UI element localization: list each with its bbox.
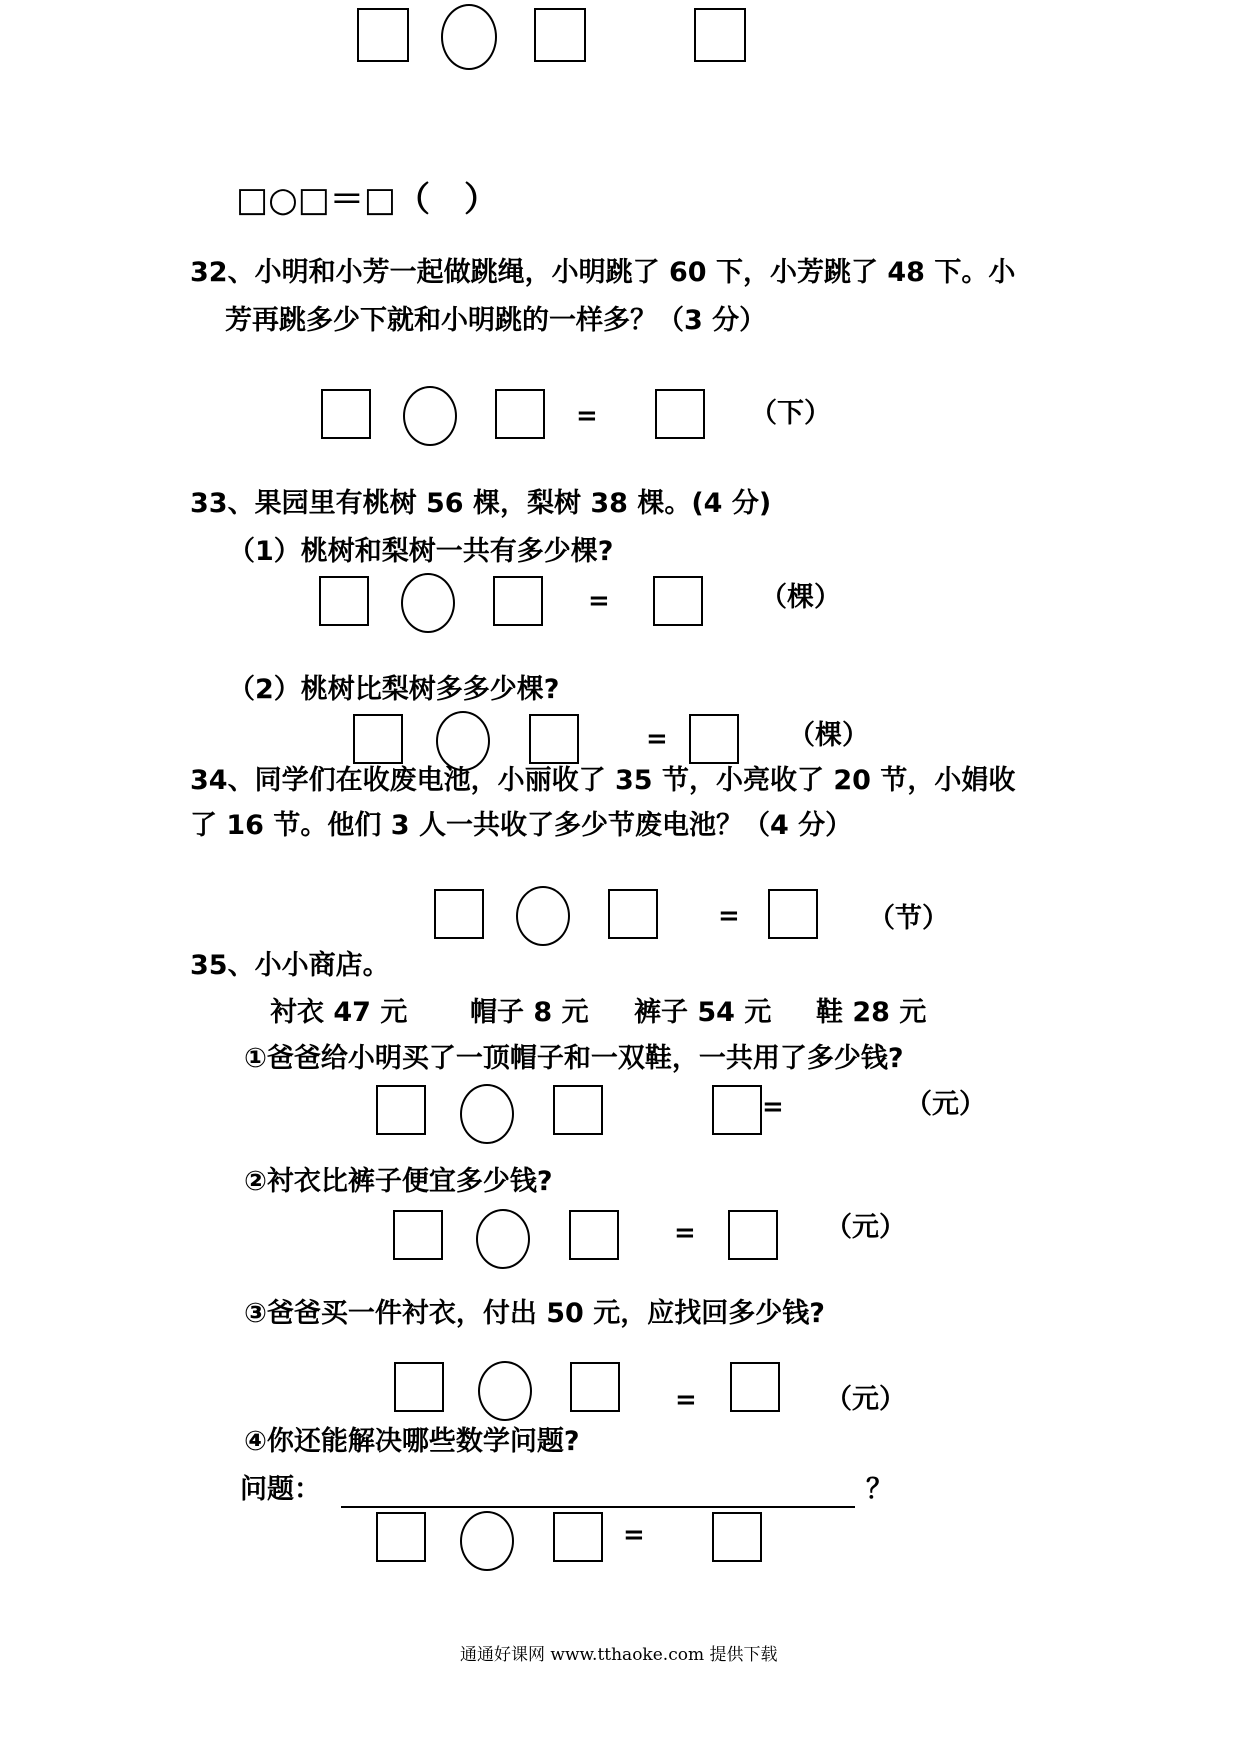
q35-sub2-text: ②衬衣比裤子便宜多少钱? [244,1166,553,1197]
q35-sub3-unit: （元） [825,1384,906,1415]
q34-unit: （节） [868,903,949,934]
q33-part2-operator-circle[interactable] [436,711,490,771]
formula-label: □○□＝□（ ） [236,180,499,220]
q35-item-shirt: 衬衣 47 元 [270,997,408,1028]
q35-item-hat: 帽子 8 元 [470,997,589,1028]
q35-sub1-result-box[interactable] [712,1085,762,1135]
q32-operator-circle[interactable] [403,386,457,446]
q35-sub4-box-2[interactable] [553,1512,603,1562]
q34-box-1[interactable] [434,889,484,939]
answer-box[interactable] [694,8,746,62]
q33-part1-operator-circle[interactable] [401,573,455,633]
q35-sub1-box-1[interactable] [376,1085,426,1135]
q33-part2-box-2[interactable] [529,714,579,764]
q35-sub3-text: ③爸爸买一件衬衣，付出 50 元，应找回多少钱? [244,1298,825,1329]
q34-result-box[interactable] [768,889,818,939]
q35-sub3-equals: = [675,1385,697,1415]
q33-part2-box-1[interactable] [353,714,403,764]
q32-text-line2: 芳再跳多少下就和小明跳的一样多？（3 分） [225,305,767,336]
q35-sub1-unit: （元） [905,1089,986,1120]
q33-part1-unit: （棵） [760,582,841,613]
operator-circle[interactable] [441,4,497,70]
q35-sub3-result-box[interactable] [730,1362,780,1412]
q33-text-line1: 33、果园里有桃树 56 棵，梨树 38 棵。(4 分) [190,488,772,519]
q33-part1-box-1[interactable] [319,576,369,626]
q35-sub4-text: ④你还能解决哪些数学问题? [244,1426,580,1457]
q32-unit: （下） [750,398,831,429]
q33-part2-result-box[interactable] [689,714,739,764]
q35-item-pants: 裤子 54 元 [634,997,772,1028]
q35-sub1-box-2[interactable] [553,1085,603,1135]
q32-result-box[interactable] [655,389,705,439]
q35-sub3-operator-circle[interactable] [478,1361,532,1421]
q35-sub1-text: ①爸爸给小明买了一顶帽子和一双鞋，一共用了多少钱? [244,1043,904,1074]
q33-part1-box-2[interactable] [493,576,543,626]
q33-part1-text: （1）桃树和梨树一共有多少棵? [228,536,614,567]
q35-sub2-equals: = [674,1218,696,1248]
answer-box[interactable] [534,8,586,62]
q34-operator-circle[interactable] [516,886,570,946]
question-mark: ？ [866,1474,893,1505]
q34-box-2[interactable] [608,889,658,939]
q35-sub3-box-1[interactable] [394,1362,444,1412]
q35-title: 35、小小商店。 [190,950,390,981]
q35-sub2-unit: （元） [825,1212,906,1243]
q35-sub1-operator-circle[interactable] [460,1084,514,1144]
question-label: 问题： [240,1474,321,1505]
q32-box-1[interactable] [321,389,371,439]
q35-sub4-equals: = [623,1520,645,1550]
q34-text-line2: 了 16 节。他们 3 人一共收了多少节废电池？（4 分） [190,810,853,841]
q35-sub2-result-box[interactable] [728,1210,778,1260]
q35-sub2-operator-circle[interactable] [476,1209,530,1269]
q35-sub2-box-2[interactable] [569,1210,619,1260]
q33-part2-equals: = [646,724,668,754]
q33-part2-unit: （棵） [788,720,869,751]
q32-text-line1: 32、小明和小芳一起做跳绳，小明跳了 60 下，小芳跳了 48 下。小 [190,257,1016,288]
q35-sub4-result-box[interactable] [712,1512,762,1562]
q35-sub2-box-1[interactable] [393,1210,443,1260]
q35-sub4-box-1[interactable] [376,1512,426,1562]
question-answer-line[interactable] [341,1506,855,1508]
answer-box[interactable] [357,8,409,62]
q35-sub3-box-2[interactable] [570,1362,620,1412]
page-footer: 通通好课网 www.tthaoke.com 提供下载 [460,1645,778,1665]
q35-item-shoes: 鞋 28 元 [816,997,927,1028]
q34-equals: = [718,901,740,931]
q35-sub4-operator-circle[interactable] [460,1511,514,1571]
q35-sub1-equals: = [762,1092,784,1122]
q33-part2-text: （2）桃树比梨树多多少棵? [228,674,560,705]
q33-part1-equals: = [588,586,610,616]
q33-part1-result-box[interactable] [653,576,703,626]
q34-text-line1: 34、同学们在收废电池，小丽收了 35 节，小亮收了 20 节，小娟收 [190,765,1016,796]
q32-box-2[interactable] [495,389,545,439]
q32-equals: = [576,401,598,431]
